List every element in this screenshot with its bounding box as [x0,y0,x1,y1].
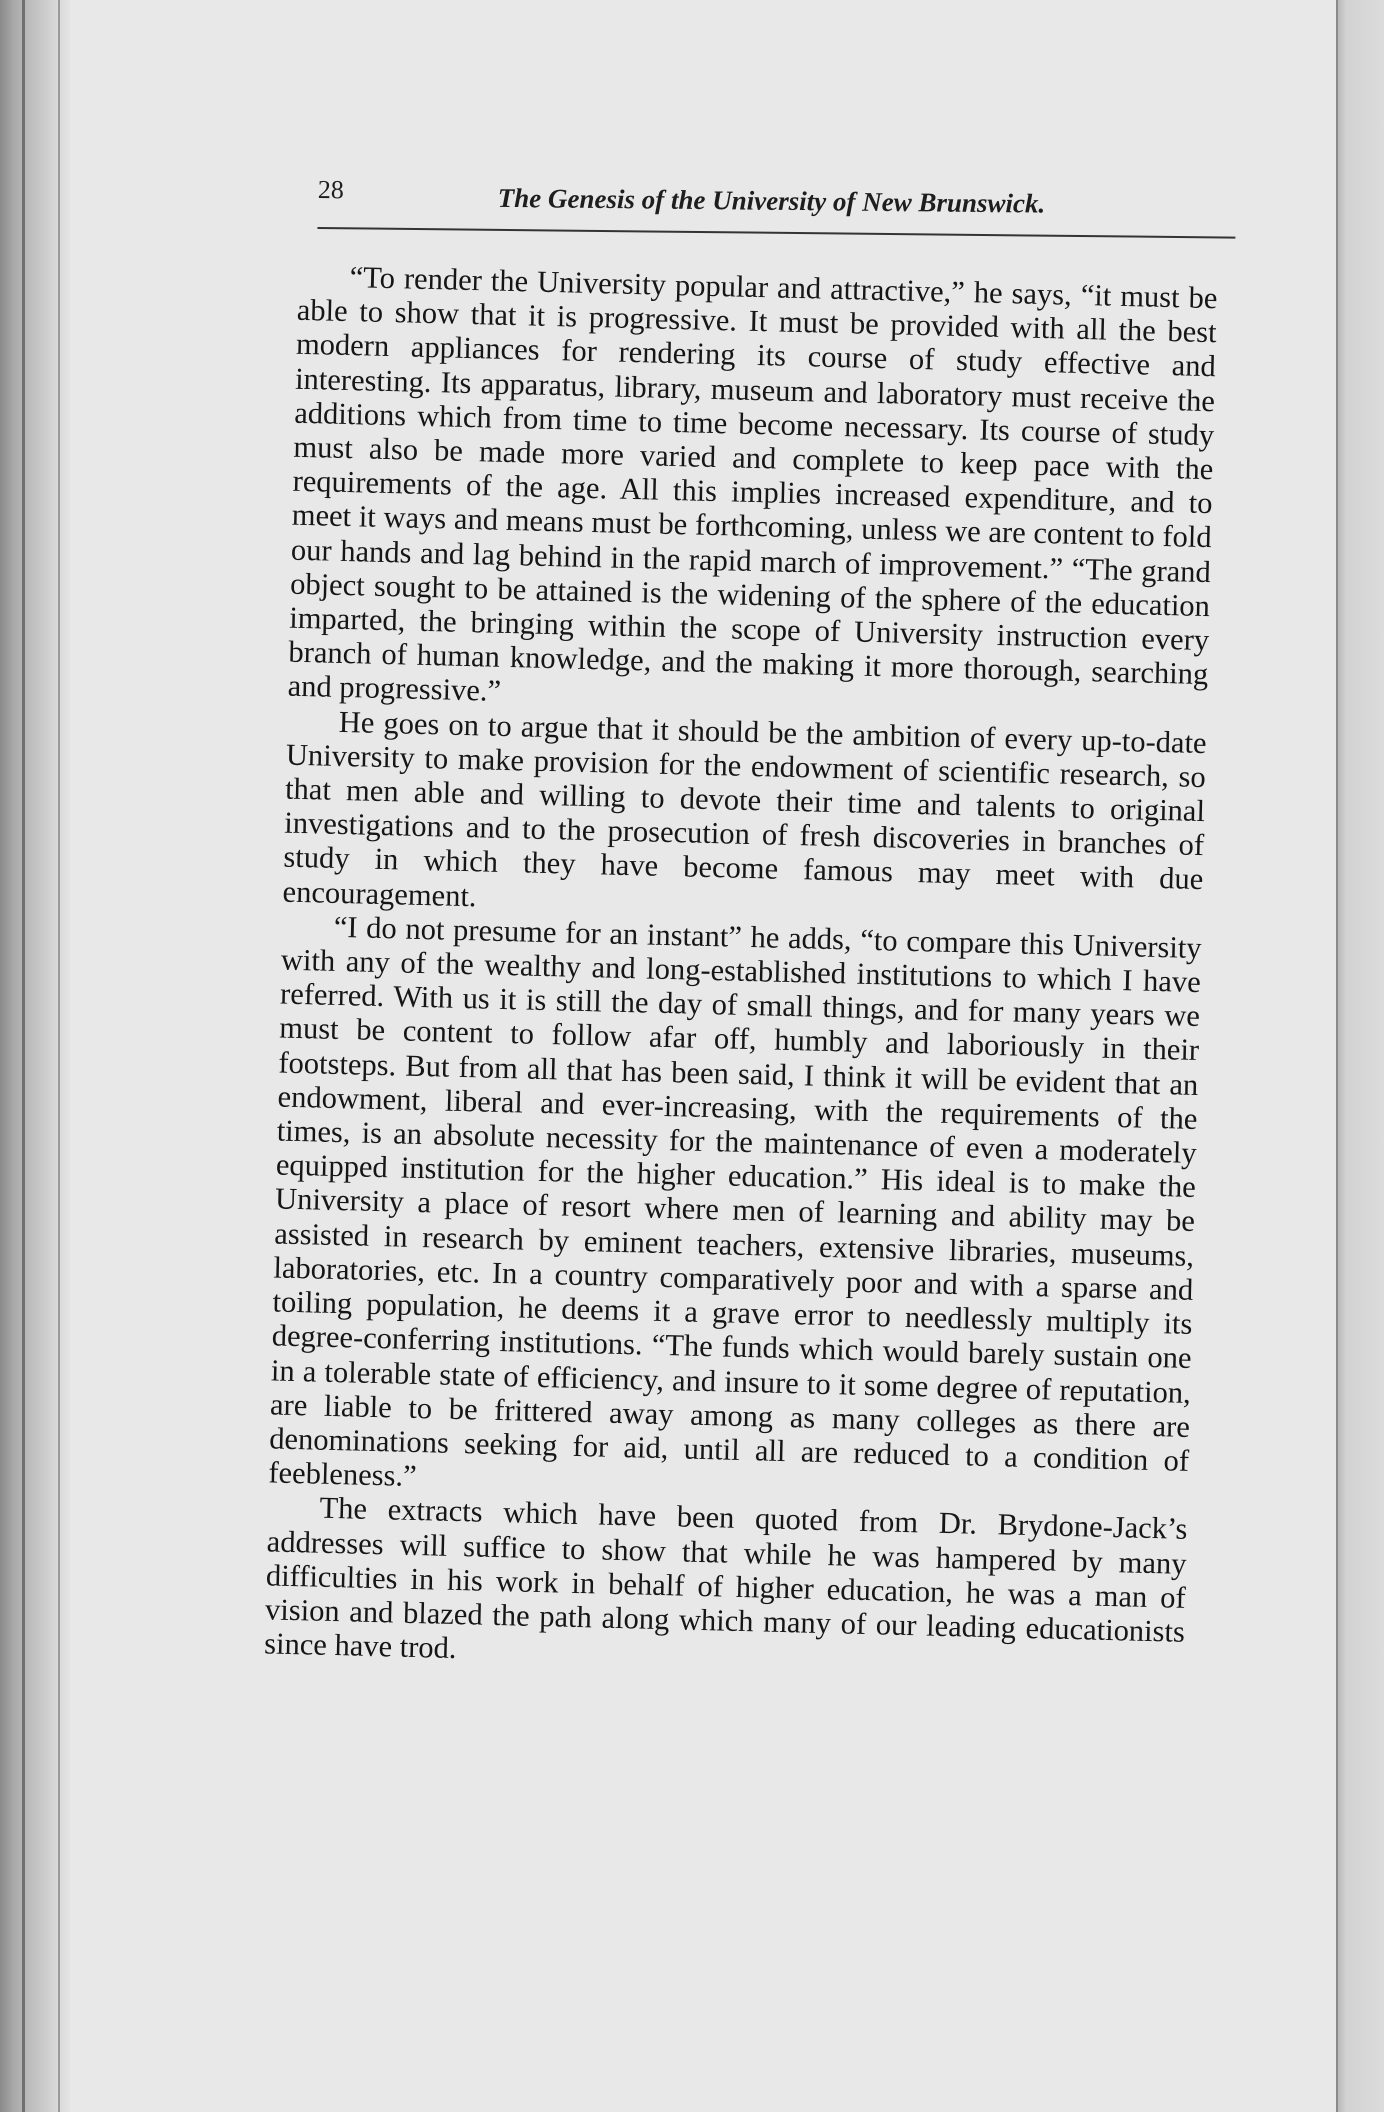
paragraph: “To render the University popular and attractive,” he says, “it must be able to show that it is progressive. It must be provided with all the best modern appliances for rendering its course of study effective and interesting. Its apparatus, library, museum and laboratory must receive the additions which from time to time become necessary. Its course of study must also be made more varied and complete to keep pace with the requirements of the age. All this implies increased expenditure, and to meet it ways and means must be forthcoming, unless we are content to fold our hands and lag behind in the rapid march of improvement.” “The grand object sought to be attained is the widening of the sphere of the education imparted, the bringing within the scope of University instruction every branch of human knowledge, and the making it more thorough, searching and progressive.” [287,260,1218,709]
paragraph: He goes on to argue that it should be the ambition of every up-to-date University to make provision for the endowment of scientific research, so that men able and willing to devote their time and talents to original investigations and to the prosecution of fresh discoveries in branches of study in which they have become famous may meet with due encouragement. [282,704,1207,913]
page-number: 28 [317,175,344,205]
paragraph: The extracts which have been quoted from Dr. Brydone-Jack’s addresses will suffice to show that while he was hampered by many difficulties in his work in behalf of higher education, he was a man of vision and blazed the path along which many of our leading educationists since have trod. [263,1490,1188,1666]
spine-edge-line [58,0,60,2112]
page-right-edge [1338,0,1384,2112]
page-header [317,175,1236,245]
spine-edge-line [22,0,25,2112]
paragraph: “I do not presume for an instant” he adds, “to compare this University with any of the wealthy and long-established institutions to which I have referred. With us it is still the day of small things, and for many years we must be content to follow afar off, humbly and laboriously in their footsteps. But from all that has been said, I think it will be evident that an endowment, liberal and ever-increasing, with the requirements of the times, is an absolute necessity for the maintenance of even a moderately equipped institution for the higher education.” His ideal is to make the University a place of resort where men of learning and ability may be assisted in research by eminent teachers, extensive libraries, museums, laboratories, etc. In a country comparatively poor and with a sparse and toiling population, he deems it a grave error to needlessly multiply its degree-conferring institutions. “The funds which would barely sustain one in a tolerable state of efficiency, and insure to it some degree of reputation, are liable to be frittered away among as many colleges as there are denominations seeking for aid, until all are reduced to a condition of feebleness.” [268,909,1202,1494]
running-title: The Genesis of the University of New Brunswick. [497,182,1046,219]
body-text [262,259,1218,1761]
